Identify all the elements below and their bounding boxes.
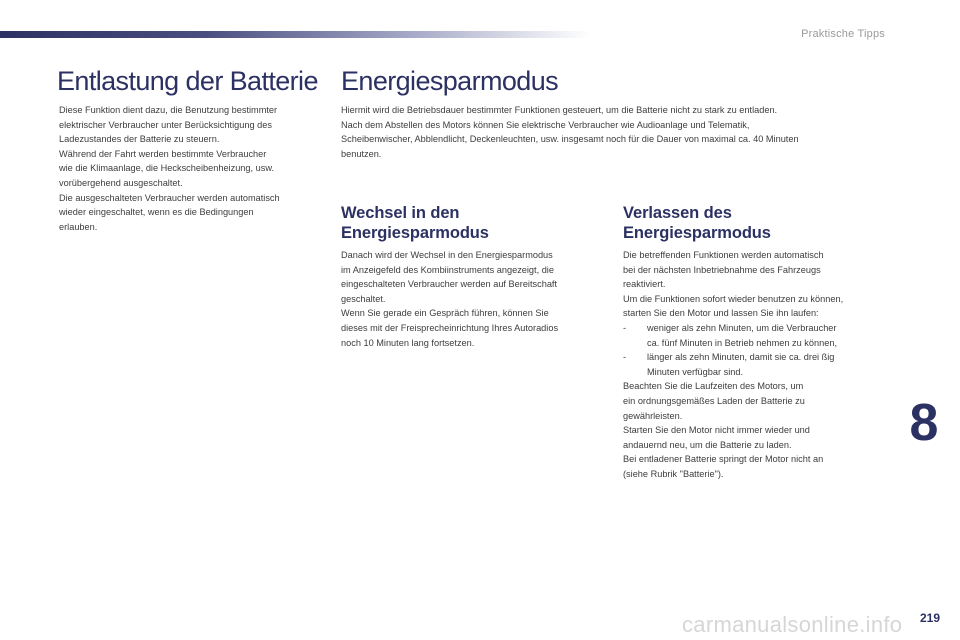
bullet-dash: -	[623, 322, 627, 333]
bullet-dash: -	[623, 352, 627, 363]
text-line: Beachten Sie die Laufzeiten des Motors, um	[623, 381, 804, 392]
section-label: Praktische Tipps	[801, 28, 885, 40]
battery-relief-text	[59, 103, 319, 234]
exit-mode-heading	[623, 204, 771, 243]
text-line: Während der Fahrt werden bestimmte Verbraucher	[59, 148, 267, 159]
text-line: benutzen.	[341, 148, 382, 159]
text-line: dieses mit der Freisprecheinrichtung Ihres Autoradios	[341, 322, 559, 333]
text-line: andauernd neu, um die Batterie zu laden.	[623, 439, 792, 450]
header-accent-bar	[0, 31, 590, 38]
text-line: wieder eingeschaltet, wenn es die Bedingungen	[59, 207, 254, 218]
text-line: bei der nächsten Inbetriebnahme des Fahrzeugs	[623, 264, 821, 275]
text-line: Danach wird der Wechsel in den Energiesparmodus	[341, 250, 553, 260]
bullet-continuation: ca. fünf Minuten in Betrieb nehmen zu können,	[647, 337, 837, 348]
text-line: gewährleisten.	[623, 410, 683, 421]
text-line: erlauben.	[59, 221, 98, 232]
text-line: noch 10 Minuten lang fortsetzen.	[341, 337, 475, 348]
text-line: im Anzeigefeld des Kombiinstruments angezeigt, die	[341, 264, 554, 275]
bullet-text: weniger als zehn Minuten, um die Verbraucher	[647, 322, 837, 333]
exit-mode-text	[623, 248, 893, 482]
heading-line: Energiesparmodus	[623, 223, 771, 242]
text-line: Scheibenwischer, Abblendlicht, Deckenleuchten, usw. insgesamt noch für die Dauer von maximal ca. 40 Minuten	[341, 134, 799, 145]
battery-relief-title: Entlastung der Batterie	[57, 66, 318, 96]
text-line: ein ordnungsgemäßes Laden der Batterie zu	[623, 395, 805, 406]
text-line: Die betreffenden Funktionen werden automatisch	[623, 250, 824, 260]
text-line: Diese Funktion dient dazu, die Benutzung bestimmter	[59, 105, 278, 115]
text-line: Nach dem Abstellen des Motors können Sie elektrische Verbraucher wie Audioanlage und Telematik,	[341, 119, 750, 130]
switch-mode-heading	[341, 204, 489, 243]
text-line: Ladezustandes der Batterie zu steuern.	[59, 134, 220, 145]
heading-line: Verlassen des	[623, 204, 732, 222]
text-line: Starten Sie den Motor nicht immer wieder und	[623, 425, 810, 436]
text-line: vorübergehend ausgeschaltet.	[59, 177, 183, 188]
text-line: elektrischer Verbraucher unter Berücksichtigung des	[59, 119, 272, 130]
bullet-continuation: Minuten verfügbar sind.	[647, 366, 744, 377]
text-line: Um die Funktionen sofort wieder benutzen zu können,	[623, 293, 844, 304]
text-line: wie die Klimaanlage, die Heckscheibenheizung, usw.	[59, 163, 275, 174]
heading-line: Energiesparmodus	[341, 223, 489, 242]
list-item	[623, 321, 893, 336]
text-line: starten Sie den Motor und lassen Sie ihn laufen:	[623, 308, 819, 319]
page-number: 219	[919, 611, 940, 625]
text-line: eingeschalteten Verbraucher werden auf Bereitschaft	[341, 279, 558, 290]
text-line: Wenn Sie gerade ein Gespräch führen, können Sie	[341, 308, 549, 319]
text-line: Hiermit wird die Betriebsdauer bestimmter Funktionen gesteuert, um die Batterie nicht zu stark zu entladen.	[341, 105, 778, 115]
text-line: Bei entladener Batterie springt der Motor nicht an	[623, 454, 824, 465]
watermark: carmanualsonline.info	[682, 612, 903, 637]
text-line: reaktiviert.	[623, 279, 666, 290]
list-item	[623, 350, 893, 365]
energy-saving-title: Energiesparmodus	[341, 66, 559, 96]
heading-line: Wechsel in den	[341, 204, 460, 222]
chapter-number: 8	[909, 394, 939, 452]
text-line: geschaltet.	[341, 293, 386, 304]
switch-mode-text	[341, 248, 603, 350]
text-line: Die ausgeschalteten Verbraucher werden automatisch	[59, 192, 280, 203]
bullet-text: länger als zehn Minuten, damit sie ca. drei ßig	[647, 352, 835, 363]
text-line: (siehe Rubrik "Batterie").	[623, 468, 724, 479]
energy-saving-text	[341, 103, 891, 161]
